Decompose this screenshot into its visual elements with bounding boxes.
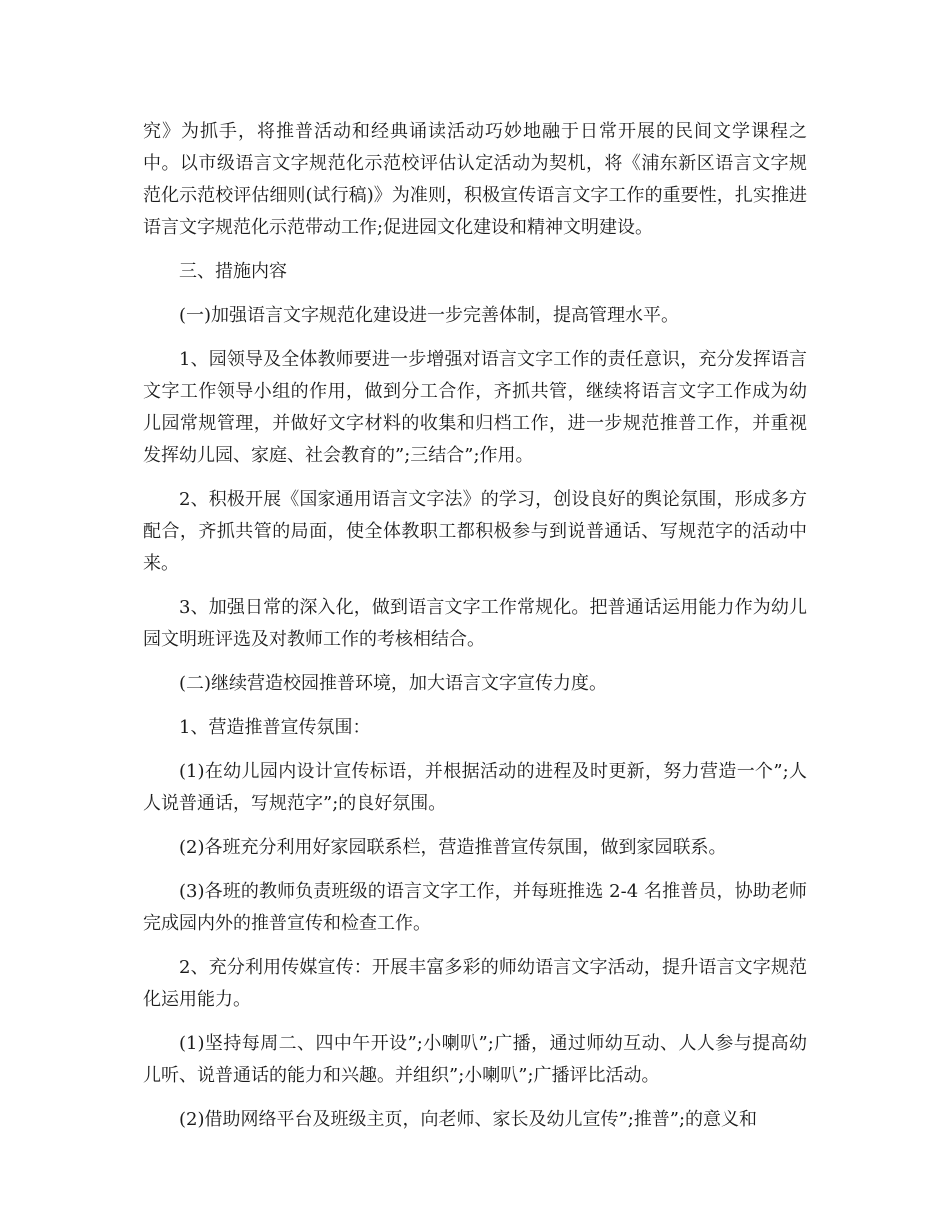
paragraph-media-subitem-2: (2)借助网络平台及班级主页，向老师、家长及幼儿宣传”;推普”;的意义和	[179, 1109, 758, 1130]
subsection-heading-2: (二)继续营造校园推普环境，加大语言文字宣传力度。	[179, 673, 608, 694]
paragraph-subitem-3: (3)各班的教师负责班级的语言文字工作，并每班推选 2-4 名推普员，协助老师完成园内外的推普宣传和检查工作。	[143, 881, 807, 934]
paragraph-subitem-2: (2)各班充分利用好家园联系栏，营造推普宣传氛围，做到家园联系。	[179, 837, 727, 858]
document-body	[143, 116, 807, 1136]
subsection-heading-1: (一)加强语言文字规范化建设进一步完善体制，提高管理水平。	[179, 305, 680, 326]
paragraph-intro-continued: 究》为抓手，将推普活动和经典诵读活动巧妙地融于日常开展的民间文学课程之中。以市级语言文字规范化示范校评估认定活动为契机，将《浦东新区语言文字规范化示范校评估细则(试行稿)》为准则，积极宣传语言文字工作的重要性，扎实推进语言文字规范化示范带动工作;促进园文化建设和精神文明建设。	[143, 121, 807, 238]
paragraph-item-media: 2、充分利用传媒宣传：开展丰富多彩的师幼语言文字活动，提升语言文字规范化运用能力。	[143, 957, 807, 1010]
paragraph-subitem-1: (1)在幼儿园内设计宣传标语，并根据活动的进程及时更新，努力营造一个”;人人说普通话，写规范字”;的良好氛围。	[143, 761, 807, 814]
paragraph-media-subitem-1: (1)坚持每周二、四中午开设”;小喇叭”;广播，通过师幼互动、人人参与提高幼儿听、说普通话的能力和兴趣。并组织”;小喇叭”;广播评比活动。	[143, 1033, 807, 1086]
paragraph-item-2: 2、积极开展《国家通用语言文字法》的学习，创设良好的舆论氛围，形成多方配合，齐抓共管的局面，使全体教职工都积极参与到说普通话、写规范字的活动中来。	[143, 489, 807, 574]
paragraph-item-3: 3、加强日常的深入化，做到语言文字工作常规化。把普通话运用能力作为幼儿园文明班评选及对教师工作的考核相结合。	[143, 597, 807, 650]
paragraph-item-atmosphere: 1、营造推普宣传氛围：	[179, 717, 371, 738]
paragraph-item-1: 1、园领导及全体教师要进一步增强对语言文字工作的责任意识，充分发挥语言文字工作领导小组的作用，做到分工合作，齐抓共管，继续将语言文字工作成为幼儿园常规管理，并做好文字材料的收集和归档工作，进一步规范推普工作，并重视发挥幼儿园、家庭、社会教育的”;三结合”;作用。	[143, 349, 807, 466]
section-heading-measures: 三、措施内容	[179, 261, 287, 282]
